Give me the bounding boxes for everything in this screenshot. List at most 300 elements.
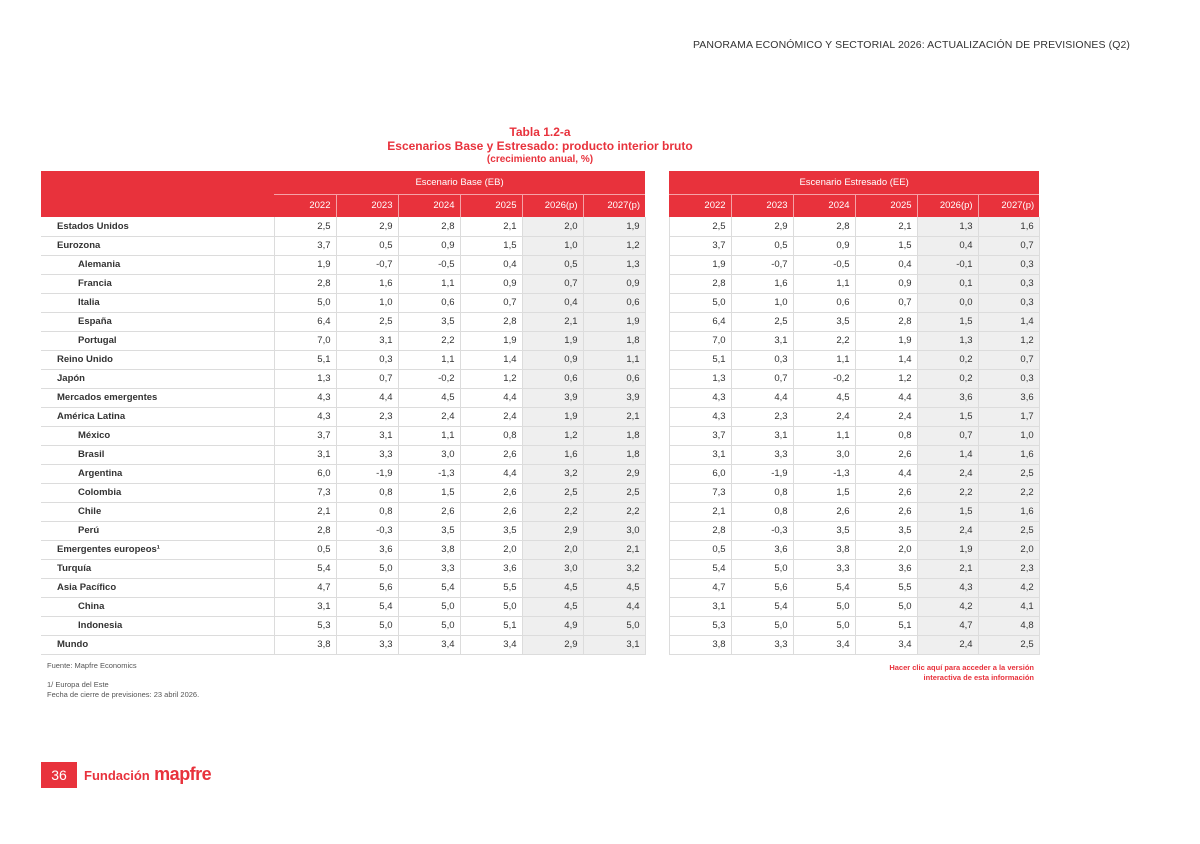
value-cell-eb: 2,5	[522, 483, 583, 502]
value-cell-eb: 3,3	[336, 445, 398, 464]
value-cell-ee: 0,5	[669, 540, 731, 559]
value-cell-eb: 3,8	[274, 635, 336, 654]
value-cell-eb: 1,2	[583, 236, 645, 255]
value-cell-eb: 5,4	[274, 559, 336, 578]
table-row	[41, 217, 1039, 236]
value-cell-ee: 3,6	[978, 388, 1039, 407]
value-cell-eb: 1,3	[583, 255, 645, 274]
value-cell-ee: 5,1	[669, 350, 731, 369]
value-cell-eb: 4,3	[274, 388, 336, 407]
value-cell-ee: 4,4	[855, 388, 917, 407]
value-cell-eb: 1,1	[398, 274, 460, 293]
year-header-ee: 2022	[669, 194, 731, 217]
value-cell-ee: 3,3	[793, 559, 855, 578]
value-cell-eb: -0,7	[336, 255, 398, 274]
table-row	[41, 369, 1039, 388]
value-cell-eb: 5,1	[460, 616, 522, 635]
value-cell-eb: 4,4	[460, 464, 522, 483]
value-cell-ee: 3,6	[917, 388, 978, 407]
value-cell-ee: 5,3	[669, 616, 731, 635]
table-row	[41, 388, 1039, 407]
row-label: Brasil	[41, 445, 274, 464]
value-cell-ee: 3,5	[793, 312, 855, 331]
value-cell-ee: 3,4	[793, 635, 855, 654]
value-cell-ee: 2,1	[669, 502, 731, 521]
value-cell-eb: 3,0	[522, 559, 583, 578]
value-cell-ee: -0,3	[731, 521, 793, 540]
row-label: Indonesia	[41, 616, 274, 635]
value-cell-eb: 2,8	[460, 312, 522, 331]
value-cell-eb: 1,9	[274, 255, 336, 274]
value-cell-ee: 3,8	[793, 540, 855, 559]
interactive-version-link[interactable]	[889, 663, 1034, 683]
table-number: Tabla 1.2-a	[509, 125, 571, 139]
gdp-table	[41, 171, 1040, 655]
value-cell-ee: 2,0	[855, 540, 917, 559]
value-cell-ee: -0,2	[793, 369, 855, 388]
year-header-eb: 2023	[336, 194, 398, 217]
table-row	[41, 578, 1039, 597]
table-row	[41, 483, 1039, 502]
value-cell-ee: 5,0	[793, 597, 855, 616]
table-body	[41, 217, 1039, 654]
value-cell-eb: 5,0	[398, 616, 460, 635]
value-cell-eb: 3,6	[336, 540, 398, 559]
value-cell-eb: 5,0	[274, 293, 336, 312]
value-cell-eb: 2,5	[274, 217, 336, 236]
value-cell-ee: 3,8	[669, 635, 731, 654]
value-cell-ee: 1,5	[855, 236, 917, 255]
value-cell-ee: 0,2	[917, 350, 978, 369]
value-cell-ee: 4,4	[855, 464, 917, 483]
value-cell-eb: 3,1	[336, 426, 398, 445]
value-cell-eb: 4,5	[522, 597, 583, 616]
fundacion-mapfre-logo	[84, 764, 211, 785]
value-cell-ee: 3,7	[669, 426, 731, 445]
value-cell-ee: 3,3	[731, 445, 793, 464]
value-cell-eb: 5,0	[336, 559, 398, 578]
source-note: Fuente: Mapfre Economics	[47, 661, 137, 670]
value-cell-ee: 0,3	[731, 350, 793, 369]
year-header-eb: 2026(p)	[522, 194, 583, 217]
value-cell-eb: -1,3	[398, 464, 460, 483]
value-cell-eb: 3,1	[274, 445, 336, 464]
value-cell-eb: 1,8	[583, 331, 645, 350]
value-cell-ee: 5,0	[669, 293, 731, 312]
value-cell-eb: 1,6	[336, 274, 398, 293]
value-cell-eb: 5,0	[398, 597, 460, 616]
value-cell-eb: 2,0	[460, 540, 522, 559]
value-cell-eb: 5,1	[274, 350, 336, 369]
value-cell-eb: 2,9	[336, 217, 398, 236]
row-label: México	[41, 426, 274, 445]
value-cell-eb: 3,3	[336, 635, 398, 654]
value-cell-eb: 6,4	[274, 312, 336, 331]
value-cell-ee: 0,7	[978, 236, 1039, 255]
value-cell-ee: 5,4	[731, 597, 793, 616]
value-cell-ee: 2,0	[978, 540, 1039, 559]
value-cell-ee: 3,4	[855, 635, 917, 654]
value-cell-ee: 2,5	[731, 312, 793, 331]
footnote-1: 1/ Europa del Este	[47, 680, 109, 689]
value-cell-ee: 0,7	[731, 369, 793, 388]
value-cell-ee: 0,2	[917, 369, 978, 388]
value-cell-ee: 1,7	[978, 407, 1039, 426]
value-cell-ee: 2,2	[978, 483, 1039, 502]
year-header-ee: 2025	[855, 194, 917, 217]
row-label: Francia	[41, 274, 274, 293]
value-cell-eb: 5,0	[336, 616, 398, 635]
value-cell-ee: -1,9	[731, 464, 793, 483]
value-cell-ee: 0,4	[917, 236, 978, 255]
value-cell-ee: 5,4	[669, 559, 731, 578]
value-cell-eb: 5,6	[336, 578, 398, 597]
value-cell-eb: 0,6	[398, 293, 460, 312]
value-cell-eb: 0,3	[336, 350, 398, 369]
value-cell-eb: 1,3	[274, 369, 336, 388]
table-row	[41, 293, 1039, 312]
value-cell-eb: 0,8	[336, 502, 398, 521]
value-cell-eb: 6,0	[274, 464, 336, 483]
value-cell-ee: 1,5	[917, 502, 978, 521]
value-cell-eb: 1,0	[522, 236, 583, 255]
value-cell-ee: 3,5	[793, 521, 855, 540]
value-cell-ee: 4,3	[669, 407, 731, 426]
year-header-ee: 2027(p)	[978, 194, 1039, 217]
value-cell-ee: 1,4	[978, 312, 1039, 331]
value-cell-ee: 2,4	[855, 407, 917, 426]
row-label: Mundo	[41, 635, 274, 654]
value-cell-ee: 4,4	[731, 388, 793, 407]
value-cell-eb: 4,3	[274, 407, 336, 426]
value-cell-eb: 7,3	[274, 483, 336, 502]
value-cell-eb: 2,1	[274, 502, 336, 521]
header-blank-cell	[41, 171, 274, 194]
year-header-ee: 2024	[793, 194, 855, 217]
value-cell-ee: 2,2	[917, 483, 978, 502]
value-cell-ee: 1,4	[855, 350, 917, 369]
value-cell-eb: 3,7	[274, 426, 336, 445]
value-cell-eb: 3,1	[336, 331, 398, 350]
value-cell-ee: 5,4	[793, 578, 855, 597]
value-cell-eb: 2,8	[274, 274, 336, 293]
value-cell-ee: 1,6	[978, 217, 1039, 236]
value-cell-eb: 2,1	[583, 407, 645, 426]
value-cell-eb: 1,2	[460, 369, 522, 388]
value-cell-eb: 5,4	[398, 578, 460, 597]
value-cell-eb: 1,5	[460, 236, 522, 255]
value-cell-ee: 4,8	[978, 616, 1039, 635]
table-row	[41, 597, 1039, 616]
value-cell-ee: 2,8	[669, 274, 731, 293]
value-cell-ee: 0,8	[731, 502, 793, 521]
row-label: Asia Pacífico	[41, 578, 274, 597]
value-cell-ee: 5,0	[855, 597, 917, 616]
value-cell-eb: 1,9	[460, 331, 522, 350]
value-cell-eb: -0,5	[398, 255, 460, 274]
value-cell-ee: 3,6	[731, 540, 793, 559]
value-cell-eb: 3,5	[460, 521, 522, 540]
footnotes	[47, 661, 199, 700]
row-label: Perú	[41, 521, 274, 540]
value-cell-eb: 3,6	[460, 559, 522, 578]
value-cell-ee: 2,5	[978, 464, 1039, 483]
row-label: Mercados emergentes	[41, 388, 274, 407]
value-cell-eb: 5,3	[274, 616, 336, 635]
value-cell-eb: 3,4	[398, 635, 460, 654]
value-cell-eb: 7,0	[274, 331, 336, 350]
value-cell-eb: 0,5	[522, 255, 583, 274]
year-header-ee: 2026(p)	[917, 194, 978, 217]
value-cell-ee: 0,3	[978, 369, 1039, 388]
value-cell-ee: 2,4	[917, 521, 978, 540]
group-header-ee: Escenario Estresado (EE)	[669, 171, 1039, 194]
table-row	[41, 559, 1039, 578]
row-label: América Latina	[41, 407, 274, 426]
value-cell-eb: 1,8	[583, 445, 645, 464]
value-cell-ee: 5,1	[855, 616, 917, 635]
value-cell-eb: 2,0	[522, 217, 583, 236]
value-cell-ee: 1,3	[917, 217, 978, 236]
value-cell-ee: 3,1	[731, 426, 793, 445]
value-cell-ee: 1,3	[917, 331, 978, 350]
value-cell-ee: 3,7	[669, 236, 731, 255]
value-cell-eb: 1,8	[583, 426, 645, 445]
value-cell-ee: 7,0	[669, 331, 731, 350]
value-cell-ee: 0,1	[917, 274, 978, 293]
value-cell-eb: 2,6	[460, 483, 522, 502]
value-cell-ee: 2,4	[793, 407, 855, 426]
value-cell-eb: 2,1	[583, 540, 645, 559]
value-cell-ee: 0,9	[855, 274, 917, 293]
value-cell-eb: 2,1	[460, 217, 522, 236]
value-cell-eb: 1,0	[336, 293, 398, 312]
value-cell-ee: 1,2	[978, 331, 1039, 350]
link-line-1[interactable]: Hacer clic aquí para acceder a la versión	[889, 663, 1034, 672]
value-cell-eb: 2,9	[522, 635, 583, 654]
value-cell-eb: 3,1	[583, 635, 645, 654]
value-cell-ee: 3,5	[855, 521, 917, 540]
value-cell-eb: 2,6	[460, 445, 522, 464]
value-cell-eb: 2,5	[583, 483, 645, 502]
value-cell-eb: 2,4	[460, 407, 522, 426]
value-cell-ee: 1,6	[978, 502, 1039, 521]
value-cell-ee: 1,9	[917, 540, 978, 559]
value-cell-ee: 1,9	[855, 331, 917, 350]
value-cell-ee: 4,3	[669, 388, 731, 407]
value-cell-eb: 4,4	[336, 388, 398, 407]
table-row	[41, 445, 1039, 464]
value-cell-eb: 3,3	[398, 559, 460, 578]
value-cell-eb: 0,9	[522, 350, 583, 369]
value-cell-eb: 2,5	[336, 312, 398, 331]
value-cell-eb: 0,7	[336, 369, 398, 388]
page-number: 36	[41, 762, 77, 788]
value-cell-eb: 2,8	[274, 521, 336, 540]
value-cell-ee: -1,3	[793, 464, 855, 483]
value-cell-ee: 0,0	[917, 293, 978, 312]
value-cell-ee: 4,5	[793, 388, 855, 407]
value-cell-ee: 4,3	[917, 578, 978, 597]
row-label: Portugal	[41, 331, 274, 350]
value-cell-ee: 2,5	[978, 635, 1039, 654]
value-cell-ee: 3,3	[731, 635, 793, 654]
value-cell-ee: 1,0	[731, 293, 793, 312]
value-cell-eb: 3,0	[583, 521, 645, 540]
row-label: Turquía	[41, 559, 274, 578]
value-cell-ee: 0,3	[978, 255, 1039, 274]
value-cell-ee: 2,5	[669, 217, 731, 236]
value-cell-ee: 0,8	[855, 426, 917, 445]
value-cell-eb: 3,0	[398, 445, 460, 464]
value-cell-eb: 3,5	[398, 521, 460, 540]
value-cell-eb: 0,9	[398, 236, 460, 255]
value-cell-ee: 1,2	[855, 369, 917, 388]
table-row	[41, 312, 1039, 331]
value-cell-eb: 2,9	[583, 464, 645, 483]
value-cell-ee: 2,1	[917, 559, 978, 578]
value-cell-ee: 5,0	[793, 616, 855, 635]
value-cell-eb: 4,4	[460, 388, 522, 407]
value-cell-ee: 0,4	[855, 255, 917, 274]
value-cell-eb: 2,9	[522, 521, 583, 540]
value-cell-eb: 1,9	[583, 217, 645, 236]
year-header-eb: 2027(p)	[583, 194, 645, 217]
row-label: Italia	[41, 293, 274, 312]
value-cell-eb: 4,5	[522, 578, 583, 597]
value-cell-ee: 3,6	[855, 559, 917, 578]
value-cell-eb: 1,2	[522, 426, 583, 445]
value-cell-ee: 4,7	[669, 578, 731, 597]
value-cell-eb: 2,6	[460, 502, 522, 521]
value-cell-ee: 2,6	[793, 502, 855, 521]
value-cell-eb: 2,2	[522, 502, 583, 521]
value-cell-ee: 6,0	[669, 464, 731, 483]
link-line-2[interactable]: interactiva de esta información	[923, 673, 1034, 682]
value-cell-eb: 0,5	[274, 540, 336, 559]
row-label: Japón	[41, 369, 274, 388]
value-cell-ee: 2,8	[855, 312, 917, 331]
value-cell-eb: 2,8	[398, 217, 460, 236]
value-cell-ee: 5,0	[731, 559, 793, 578]
value-cell-eb: 3,5	[398, 312, 460, 331]
value-cell-eb: 3,1	[274, 597, 336, 616]
year-header-ee: 2023	[731, 194, 793, 217]
value-cell-ee: 1,9	[669, 255, 731, 274]
value-cell-eb: 0,7	[522, 274, 583, 293]
value-cell-eb: 4,7	[274, 578, 336, 597]
value-cell-ee: 0,9	[793, 236, 855, 255]
value-cell-ee: 0,7	[855, 293, 917, 312]
value-cell-eb: 4,4	[583, 597, 645, 616]
value-cell-ee: 2,6	[855, 483, 917, 502]
row-label: Emergentes europeos¹	[41, 540, 274, 559]
row-label: Chile	[41, 502, 274, 521]
value-cell-ee: 0,3	[978, 274, 1039, 293]
value-cell-eb: 0,6	[583, 293, 645, 312]
value-cell-eb: 1,6	[522, 445, 583, 464]
value-cell-ee: 0,7	[917, 426, 978, 445]
group-header-eb: Escenario Base (EB)	[274, 171, 645, 194]
value-cell-eb: 3,4	[460, 635, 522, 654]
value-cell-eb: 0,4	[460, 255, 522, 274]
value-cell-eb: 0,9	[460, 274, 522, 293]
value-cell-ee: 6,4	[669, 312, 731, 331]
value-cell-ee: 1,3	[669, 369, 731, 388]
value-cell-ee: 1,5	[917, 407, 978, 426]
value-cell-ee: 2,6	[855, 445, 917, 464]
value-cell-ee: 0,5	[731, 236, 793, 255]
value-cell-eb: 5,0	[460, 597, 522, 616]
value-cell-ee: 2,8	[669, 521, 731, 540]
value-cell-eb: 0,8	[336, 483, 398, 502]
value-cell-ee: 0,7	[978, 350, 1039, 369]
row-label: Estados Unidos	[41, 217, 274, 236]
value-cell-eb: 1,4	[460, 350, 522, 369]
value-cell-eb: 2,0	[522, 540, 583, 559]
value-cell-ee: 1,5	[793, 483, 855, 502]
value-cell-eb: 2,2	[398, 331, 460, 350]
table-row	[41, 502, 1039, 521]
value-cell-eb: 3,8	[398, 540, 460, 559]
value-cell-ee: 1,5	[917, 312, 978, 331]
value-cell-eb: 0,6	[583, 369, 645, 388]
value-cell-ee: -0,1	[917, 255, 978, 274]
value-cell-eb: 4,5	[398, 388, 460, 407]
table-row	[41, 331, 1039, 350]
table-row	[41, 274, 1039, 293]
value-cell-ee: 0,6	[793, 293, 855, 312]
value-cell-eb: 0,8	[460, 426, 522, 445]
table-subtitle: (crecimiento anual, %)	[486, 154, 594, 165]
logo-text-mapfre: mapfre	[154, 764, 212, 784]
table-title-block	[0, 125, 1080, 166]
value-cell-ee: 2,8	[793, 217, 855, 236]
value-cell-ee: -0,5	[793, 255, 855, 274]
value-cell-eb: 3,9	[522, 388, 583, 407]
value-cell-eb: 1,1	[398, 426, 460, 445]
value-cell-eb: 2,2	[583, 502, 645, 521]
value-cell-ee: 4,1	[978, 597, 1039, 616]
table-row	[41, 350, 1039, 369]
value-cell-eb: 3,7	[274, 236, 336, 255]
value-cell-ee: 3,1	[669, 445, 731, 464]
value-cell-eb: 0,5	[336, 236, 398, 255]
table-row	[41, 616, 1039, 635]
value-cell-ee: 2,9	[731, 217, 793, 236]
table-title: Escenarios Base y Estresado: producto interior bruto	[387, 139, 693, 153]
value-cell-eb: 3,9	[583, 388, 645, 407]
row-label: China	[41, 597, 274, 616]
row-label: Alemania	[41, 255, 274, 274]
value-cell-ee: 3,1	[731, 331, 793, 350]
table-row	[41, 255, 1039, 274]
value-cell-ee: 4,2	[917, 597, 978, 616]
value-cell-ee: 2,3	[978, 559, 1039, 578]
table-row	[41, 426, 1039, 445]
value-cell-ee: 1,1	[793, 350, 855, 369]
value-cell-ee: 3,0	[793, 445, 855, 464]
value-cell-eb: -1,9	[336, 464, 398, 483]
year-header-eb: 2022	[274, 194, 336, 217]
value-cell-ee: 7,3	[669, 483, 731, 502]
value-cell-ee: 0,8	[731, 483, 793, 502]
value-cell-ee: 5,5	[855, 578, 917, 597]
row-label: Argentina	[41, 464, 274, 483]
row-label: España	[41, 312, 274, 331]
value-cell-eb: 3,2	[522, 464, 583, 483]
value-cell-eb: 5,0	[583, 616, 645, 635]
